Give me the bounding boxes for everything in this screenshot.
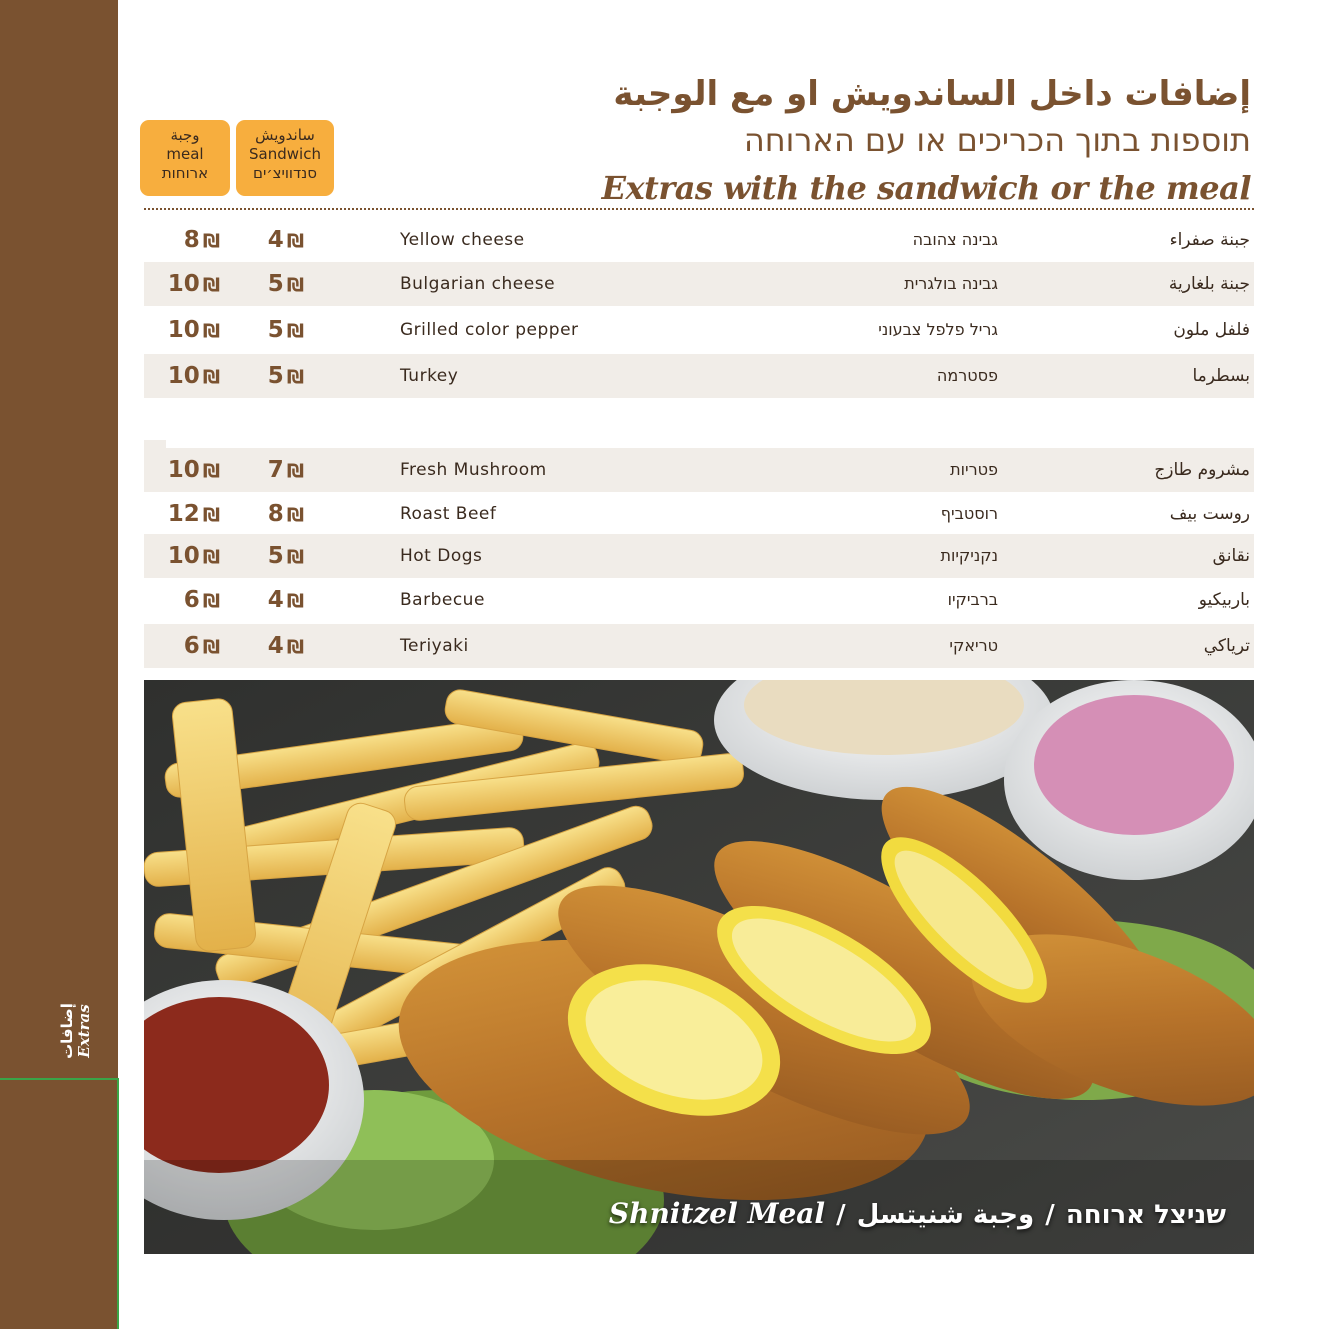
sandwich-price: [256, 492, 304, 536]
meal-price: [160, 448, 220, 492]
shekel-icon: ₪: [202, 460, 220, 482]
food-photo: [144, 680, 1254, 1254]
shekel-icon: ₪: [202, 230, 220, 252]
shekel-icon: ₪: [286, 504, 304, 526]
sandwich-badge-he: סנדוויצ׳ים: [253, 164, 317, 182]
item-name-he: גבינה צהובה: [912, 230, 998, 249]
shekel-icon: ₪: [202, 274, 220, 296]
shekel-icon: ₪: [202, 504, 220, 526]
shekel-icon: ₪: [202, 320, 220, 342]
item-name-en: Teriyaki: [400, 636, 469, 656]
shekel-icon: ₪: [286, 590, 304, 612]
sandwich-price-value: 8: [267, 501, 284, 527]
caption-en: Shnitzel Meal: [608, 1197, 826, 1230]
meal-column-badge: [140, 120, 230, 196]
sandwich-price: [256, 218, 304, 262]
photo-caption: [609, 1197, 1226, 1230]
sandwich-price-value: 5: [267, 317, 284, 343]
item-name-en: Grilled color pepper: [400, 320, 579, 340]
sandwich-price-value: 5: [267, 363, 284, 389]
meal-price-value: 6: [183, 633, 200, 659]
item-name-ar: بسطرما: [1192, 366, 1250, 386]
header-divider: [144, 208, 1254, 210]
meal-price-value: 10: [167, 271, 200, 297]
item-name-en: Yellow cheese: [400, 230, 525, 250]
sandwich-price-value: 7: [267, 457, 284, 483]
list-item: [144, 354, 1254, 398]
sandwich-price: [256, 308, 304, 352]
sandwich-price: [256, 578, 304, 622]
shekel-icon: ₪: [202, 366, 220, 388]
shekel-icon: ₪: [202, 636, 220, 658]
item-name-he: רוסטביף: [940, 504, 998, 523]
sandwich-price-value: 4: [267, 587, 284, 613]
sidebar-accent-line: [0, 1078, 119, 1329]
meal-badge-he: ארוחות: [161, 164, 209, 182]
side-section-label: [52, 996, 100, 1066]
meal-badge-ar: وجبة: [170, 126, 200, 144]
shekel-icon: ₪: [202, 546, 220, 568]
item-name-en: Barbecue: [400, 590, 485, 610]
item-name-en: Fresh Mushroom: [400, 460, 547, 480]
shekel-icon: ₪: [286, 230, 304, 252]
sandwich-price: [256, 624, 304, 668]
item-name-he: טריאקי: [949, 636, 998, 655]
list-gap: [144, 400, 1254, 448]
sandwich-price-value: 5: [267, 543, 284, 569]
sandwich-price: [256, 262, 304, 306]
item-name-en: Turkey: [400, 366, 459, 386]
meal-price-value: 8: [183, 227, 200, 253]
sandwich-price-value: 4: [267, 227, 284, 253]
sandwich-badge-en: Sandwich: [249, 145, 321, 163]
list-item: [144, 624, 1254, 668]
meal-price-value: 12: [167, 501, 200, 527]
meal-price: [160, 578, 220, 622]
shekel-icon: ₪: [286, 460, 304, 482]
item-name-ar: جبنة صفراء: [1169, 230, 1250, 250]
sandwich-price-value: 4: [267, 633, 284, 659]
sandwich-price-value: 5: [267, 271, 284, 297]
item-name-ar: باربيكيو: [1198, 590, 1250, 610]
list-item: [144, 308, 1254, 352]
item-name-he: פסטרמה: [936, 366, 998, 385]
sandwich-price: [256, 448, 304, 492]
meal-price: [160, 354, 220, 398]
sandwich-badge-ar: ساندويش: [255, 126, 315, 144]
meal-price: [160, 308, 220, 352]
page-title-block: [602, 70, 1251, 214]
shekel-icon: ₪: [202, 590, 220, 612]
meal-badge-en: meal: [166, 145, 204, 163]
food-photo-illustration: [144, 680, 1254, 1254]
list-item: [144, 448, 1254, 492]
caption-separator-2: /: [1045, 1200, 1055, 1230]
meal-price-value: 10: [167, 363, 200, 389]
item-name-ar: مشروم طازج: [1154, 460, 1250, 480]
meal-price: [160, 262, 220, 306]
item-name-ar: ترياكي: [1203, 636, 1250, 656]
meal-price-value: 6: [183, 587, 200, 613]
page-title-en: Extras with the sandwich or the meal: [601, 169, 1251, 207]
item-name-en: Bulgarian cheese: [400, 274, 556, 294]
list-gap-notch: [144, 440, 166, 450]
meal-price: [160, 218, 220, 262]
item-name-he: גבינה בולגרית: [904, 274, 998, 293]
shekel-icon: ₪: [286, 274, 304, 296]
caption-ar: وجبة شنيتسل: [856, 1200, 1035, 1230]
item-name-en: Roast Beef: [400, 504, 497, 524]
item-name-he: נקניקיות: [940, 546, 998, 565]
page-title-he: תוספות בתוך הכריכים או עם הארוחה: [743, 121, 1251, 159]
meal-price-value: 10: [167, 457, 200, 483]
shekel-icon: ₪: [286, 366, 304, 388]
caption-he: שניצל ארוחה: [1065, 1200, 1226, 1230]
side-label-en: Extras: [75, 1004, 93, 1058]
item-name-he: פטריות: [950, 460, 998, 479]
item-name-he: גריל פלפל צבעוני: [878, 320, 998, 339]
item-name-ar: روست بيف: [1169, 504, 1250, 524]
shekel-icon: ₪: [286, 636, 304, 658]
item-name-ar: فلفل ملون: [1173, 320, 1250, 340]
item-name-ar: نقانق: [1212, 546, 1250, 566]
list-item: [144, 218, 1254, 262]
sandwich-price: [256, 534, 304, 578]
meal-price: [160, 624, 220, 668]
list-item: [144, 578, 1254, 622]
page-title-ar: إضافات داخل الساندويش او مع الوجبة: [613, 74, 1251, 114]
item-name-he: ברביקיו: [947, 590, 998, 609]
item-name-ar: جبنة بلغارية: [1168, 274, 1250, 294]
shekel-icon: ₪: [286, 320, 304, 342]
side-label-ar: إضافات: [58, 1003, 76, 1059]
caption-separator: /: [836, 1200, 846, 1230]
sandwich-column-badge: [236, 120, 334, 196]
shekel-icon: ₪: [286, 546, 304, 568]
sandwich-price: [256, 354, 304, 398]
meal-price-value: 10: [167, 543, 200, 569]
meal-price: [160, 534, 220, 578]
list-item: [144, 492, 1254, 536]
item-name-en: Hot Dogs: [400, 546, 483, 566]
meal-price: [160, 492, 220, 536]
list-item: [144, 262, 1254, 306]
meal-price-value: 10: [167, 317, 200, 343]
list-item: [144, 534, 1254, 578]
